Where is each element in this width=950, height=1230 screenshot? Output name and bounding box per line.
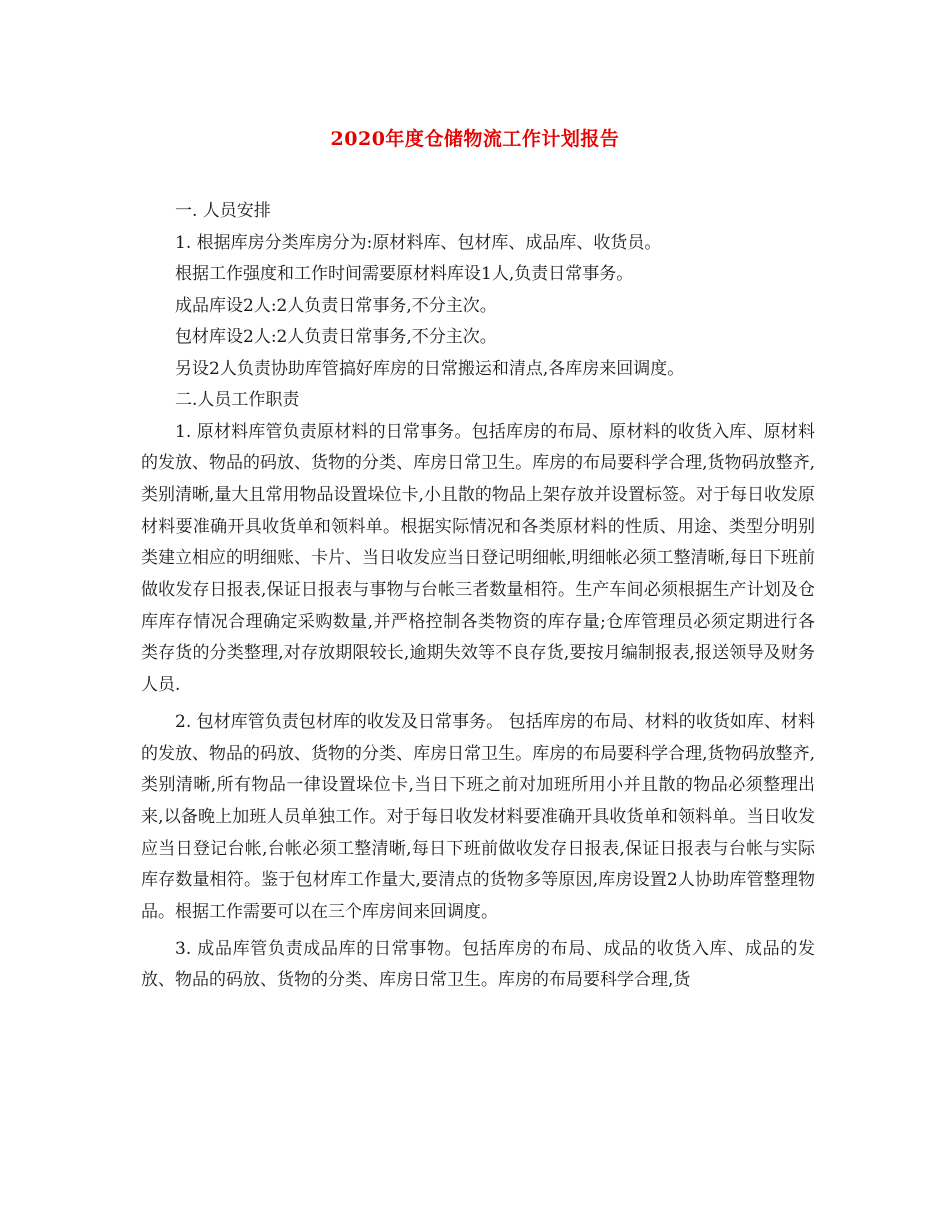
document-body <box>141 196 815 997</box>
staffing-line: 另设2人负责协助库管搞好库房的日常搬运和清点,各库房来回调度。 <box>175 358 685 379</box>
section-heading-duties: 二.人员工作职责 <box>175 390 300 410</box>
duty-paragraph-finished-goods: 3. 成品库管负责成品库的日常事物。包括库房的布局、成品的收货入库、成品的发放、物品的码放、货物的分类、库房日常卫生。库房的布局要科学合理,货 <box>141 938 815 991</box>
duty-paragraph-packaging: 2. 包材库管负责包材库的收发及日常事务。 包括库房的布局、材料的收货如库、材料的发放、物品的码放、货物的分类、库房日常卫生。库房的布局要科学合理,货物码放整齐,类别清晰,所有物品一律设置垛位卡,当日下班之前对加班所用小并且散的物品必须整理出来,以备晚上加班人员单独工作。对于每日收发材料要准确开具收货单和领料单。当日收发应当日登记台帐,台帐必须工整清晰,每日下班前做收发存日报表,保证日报表与台帐与实际库存数量相符。鉴于包材库工作量大,要清点的货物多等原因,库房设置2人协助库管整理物品。根据工作需要可以在三个库房间来回调度。 <box>141 711 815 923</box>
staffing-line: 根据工作强度和工作时间需要原材料库设1人,负责日常事务。 <box>175 264 634 284</box>
section-heading-staffing: 一. 人员安排 <box>175 201 271 221</box>
staffing-line: 成品库设2人:2人负责日常事务,不分主次。 <box>175 295 497 316</box>
duty-paragraph-raw-materials: 1. 原材料库管负责原材料的日常事务。包括库房的布局、原材料的收货入库、原材料的发放、物品的码放、货物的分类、库房日常卫生。库房的布局要科学合理,货物码放整齐,类别清晰,量大且常用物品设置垛位卡,小且散的物品上架存放并设置标签。对于每日收发原材料要准确开具收货单和领料单。根据实际情况和各类原材料的性质、用途、类型分明别类建立相应的明细账、卡片、当日收发应当日登记明细帐,明细帐必须工整清晰,每日下班前做收发存日报表,保证日报表与事物与台帐三者数量相符。生产车间必须根据生产计划及仓库库存情况合理确定采购数量,并严格控制各类物资的库存量;仓库管理员必须定期进行各类存货的分类整理,对存放期限较长,逾期失效等不良存货,要按月编制报表,报送领导及财务人员. <box>141 421 815 696</box>
staffing-line: 1. 根据库房分类库房分为:原材料库、包材库、成品库、收货员。 <box>175 232 662 253</box>
document-title: 2020年度仓储物流工作计划报告 <box>330 128 620 150</box>
staffing-line: 包材库设2人:2人负责日常事务,不分主次。 <box>175 327 497 347</box>
